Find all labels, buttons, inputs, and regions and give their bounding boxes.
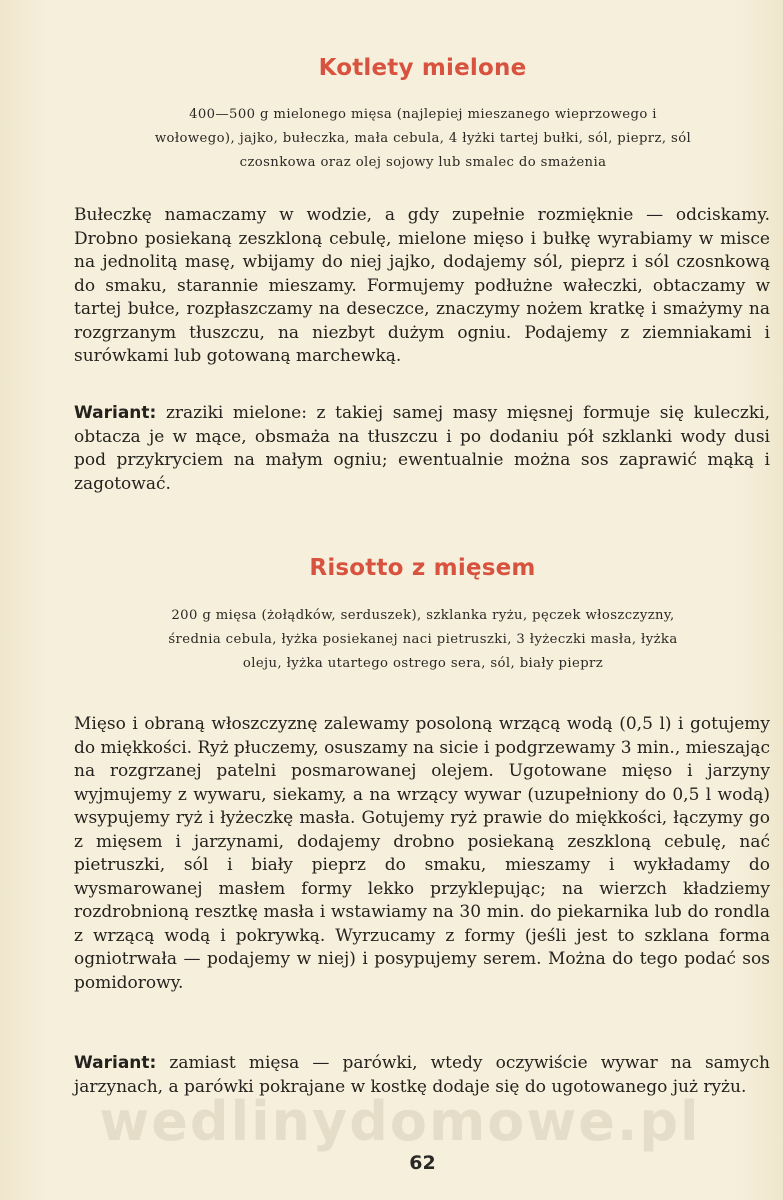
page-number: 62 (409, 1152, 436, 1174)
variant-label: Wariant: (74, 403, 157, 423)
recipe-title-kotlety: Kotlety mielone (318, 55, 527, 81)
ingredients-kotlety: 400—500 g mielonego mięsa (najlepiej mieszanego wieprzowego i wołowego), jajko, bułeczka, mała cebula, 4 łyżki tartej bułki, sól, pieprz, sól czosnkowa oraz olej sojowy lub smalec do smażenia (154, 107, 692, 170)
variant-text: zraziki mielone: z takiej samej masy mięsnej formuje się kuleczki, obtacza je w mące, obsmaża na tłuszczu i po dodaniu pół szklanki wody dusi pod przykryciem na małym ogniu; ewentualnie można sos zaprawić mąką i zagotować. (74, 403, 771, 494)
variant-kotlety (74, 402, 770, 496)
watermark: wedlinydomowe.pl (99, 1090, 701, 1153)
variant-text: zamiast mięsa — parówki, wtedy oczywiście wywar na samych jarzynach, a parówki pokrajane w kostkę dodaje się do ugotowanego już ryżu. (74, 1053, 770, 1097)
ingredients-risotto: 200 g mięsa (żołądków, serduszek), szklanka ryżu, pęczek włoszczyzny, średnia cebula, łyżka posiekanej naci pietruszki, 3 łyżeczki masła, łyżka oleju, łyżka utartego ostrego sera, sól, biały pieprz (168, 608, 678, 671)
instructions-risotto: Mięso i obraną włoszczyznę zalewamy posoloną wrzącą wodą (0,5 l) i gotujemy do miękkości. Ryż płuczemy, osuszamy na sicie i podgrzewamy 3 min., mieszając na rozgrzanej patelni posmarowanej olejem. Ugotowane mięso i jarzyny wyjmujemy z wywaru, siekamy, a na wrzący wywar (uzupełniony do 0,5 l wodą) wsypujemy ryż i łyżeczkę masła. Gotujemy ryż prawie do miękkości, łączymy go z mięsem i jarzynami, dodajemy drobno posiekaną zeszkloną cebulę, nać pietruszki, sól i biały pieprz do smaku, mieszamy i wykładamy do wysmarowanej masłem formy lekko przyklepując; na wierzch kładziemy rozdrobnioną resztkę masła i wstawiamy na 30 min. do piekarnika lub do rondla z wrzącą wodą i pokrywką. Wyrzucamy z formy (jeśli jest to szklana forma ogniotrwała — podajemy w niej) i posypujemy serem. Można do tego podać sos pomidorowy. (74, 714, 770, 993)
instructions-kotlety: Bułeczkę namaczamy w wodzie, a gdy zupełnie rozmięknie — odciskamy. Drobno posiekaną zeszkloną cebulę, mielone mięso i bułkę wyrabiamy w misce na jednolitą masę, wbijamy do niej jajko, dodajemy sól, pieprz i sól czosnkową do smaku, starannie mieszamy. Formujemy podłużne wałeczki, obtaczamy w tartej bułce, rozpłaszczamy na deseczce, znaczymy nożem kratkę i smażymy na rozgrzanym tłuszczu, na niezbyt dużym ogniu. Podajemy z ziemniakami i surówkami lub gotowaną marchewką. (74, 205, 770, 366)
variant-risotto (74, 1052, 770, 1099)
variant-label: Wariant: (74, 1053, 157, 1073)
recipe-title-risotto: Risotto z mięsem (309, 555, 536, 581)
